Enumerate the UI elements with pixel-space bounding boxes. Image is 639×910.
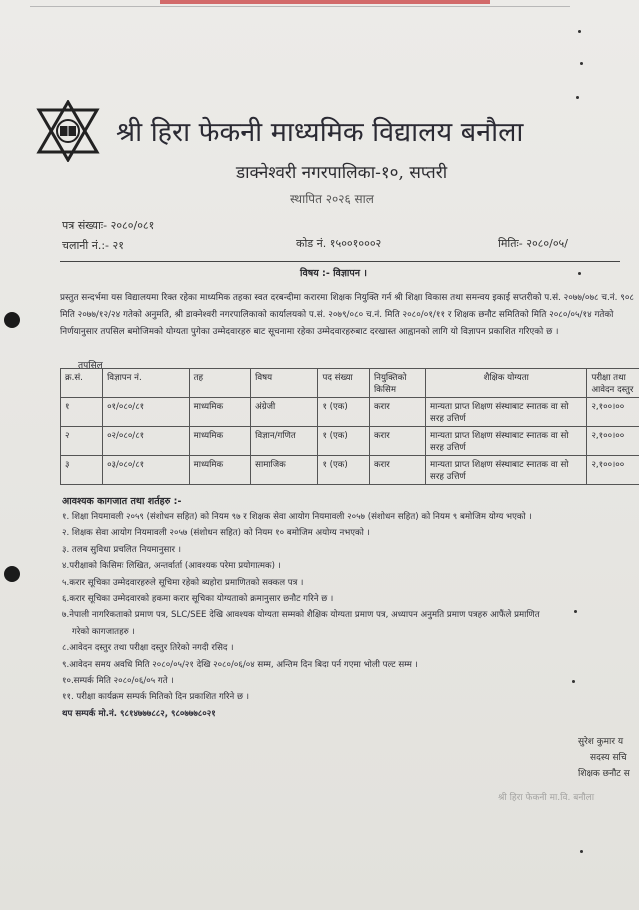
cell-fee: २,१००।०० bbox=[587, 427, 639, 456]
cell-fee: २,१००।०० bbox=[587, 456, 639, 485]
table-caption: तपसिल bbox=[78, 361, 103, 371]
contact-line: थप सम्पर्क मो.नं. ९८१४७७७८८२, ९८०७७७८०२१ bbox=[62, 708, 216, 719]
cell-level: माध्यमिक bbox=[189, 456, 251, 485]
table-row bbox=[61, 427, 639, 456]
punch-hole-icon bbox=[4, 312, 20, 328]
signatory-name: सुरेश कुमार य bbox=[578, 737, 624, 747]
header-cell-qualification: शैक्षिक योग्यता bbox=[426, 369, 587, 398]
signatory-role: सदस्य सचि bbox=[590, 753, 627, 763]
faded-stamp: श्री हिरा फेकनी मा.वि. बनौला bbox=[498, 793, 595, 803]
conditions-title: आवश्यक कागजात तथा शर्तहरु :- bbox=[62, 496, 182, 507]
speck bbox=[580, 850, 583, 853]
header-cell-ad-no: विज्ञापन नं. bbox=[103, 369, 190, 398]
header-cell-type: नियुक्तिको किसिम bbox=[369, 369, 425, 398]
header-cell-fee: परीक्षा तथा आवेदन दस्तुर bbox=[587, 369, 639, 398]
cell-ad-no: ०१/०८०/८१ bbox=[103, 398, 190, 427]
vacancy-table bbox=[60, 368, 639, 485]
cell-qualification: मान्यता प्राप्त शिक्षण संस्थाबाट स्नातक वा सो सरह उत्तिर्ण bbox=[426, 456, 587, 485]
signatory-committee: शिक्षक छनौट स bbox=[578, 769, 630, 779]
condition-item: ४.परीक्षाको किसिमः लिखित, अन्तर्वार्ता (आवश्यक परेमा प्रयोगात्मक) । bbox=[62, 561, 281, 572]
cell-sn: ३ bbox=[61, 456, 103, 485]
cell-sn: १ bbox=[61, 398, 103, 427]
cell-level: माध्यमिक bbox=[189, 427, 251, 456]
speck bbox=[576, 96, 579, 99]
school-star-emblem-icon bbox=[35, 100, 101, 162]
speck bbox=[578, 30, 581, 33]
school-name: श्री हिरा फेकनी माध्यमिक विद्यालय बनौला bbox=[116, 117, 524, 148]
cell-sn: २ bbox=[61, 427, 103, 456]
red-edge-strip bbox=[160, 0, 490, 4]
date-line: मितिः- २०८०/०५/ bbox=[498, 237, 568, 250]
header-cell-level: तह bbox=[189, 369, 251, 398]
cell-ad-no: ०३/०८०/८१ bbox=[103, 456, 190, 485]
subject-line: विषय :- विज्ञापन । bbox=[300, 268, 367, 279]
cell-type: करार bbox=[369, 456, 425, 485]
condition-item: ७.नेपाली नागरिकताको प्रमाण पत्र, SLC/SEE देखि आवश्यक योग्यता सम्मको शैक्षिक योग्यता प्रमाण पत्र, अध्यापन अनुमति प्रमाण पत्रहरु आफैंले प्रमाणित bbox=[62, 610, 540, 621]
cell-subject: अंग्रेजी bbox=[251, 398, 318, 427]
header-cell-subject: विषय bbox=[251, 369, 318, 398]
established-line: स्थापित २०२६ साल bbox=[290, 192, 374, 206]
conditions-list bbox=[62, 509, 639, 722]
cell-ad-no: ०२/०८०/८१ bbox=[103, 427, 190, 456]
condition-item: ११. परीक्षा कार्यक्रम सम्पर्क मितिको दिन प्रकाशित गरिने छ । bbox=[62, 692, 250, 703]
table-header-row bbox=[61, 369, 639, 398]
cell-posts: १ (एक) bbox=[318, 427, 370, 456]
condition-item: ८.आवेदन दस्तुर तथा परीक्षा दस्तुर तिरेको नगदी रसिद । bbox=[62, 643, 234, 654]
cell-qualification: मान्यता प्राप्त शिक्षण संस्थाबाट स्नातक वा सो सरह उत्तिर्ण bbox=[426, 398, 587, 427]
cell-type: करार bbox=[369, 398, 425, 427]
cell-subject: विज्ञान/गणित bbox=[251, 427, 318, 456]
top-rule bbox=[30, 6, 570, 7]
cell-subject: सामाजिक bbox=[251, 456, 318, 485]
municipality-line: डाक्नेश्वरी नगरपालिका-१०, सप्तरी bbox=[236, 163, 448, 183]
condition-item: ९.आवेदन समय अवधि मिति २०८०/०५/२१ देखि २०८०/०६/०४ सम्म, अन्तिम दिन बिदा पर्न गएमा भोली पल्ट सम्म । bbox=[62, 659, 418, 670]
table-row bbox=[61, 398, 639, 427]
header-cell-sn: क्र.सं. bbox=[61, 369, 103, 398]
header-divider bbox=[60, 261, 620, 262]
punch-hole-icon bbox=[4, 566, 20, 582]
speck bbox=[572, 680, 575, 683]
cell-qualification: मान्यता प्राप्त शिक्षण संस्थाबाट स्नातक वा सो सरह उत्तिर्ण bbox=[426, 427, 587, 456]
condition-item: ५.करार सूचिका उम्मेदवारहरुले सूचिमा रहेको ब्यहोरा प्रमाणितको सक्कल पत्र । bbox=[62, 577, 304, 588]
cell-posts: १ (एक) bbox=[318, 398, 370, 427]
table-row bbox=[61, 456, 639, 485]
speck bbox=[574, 610, 577, 613]
cell-fee: २,१००।०० bbox=[587, 398, 639, 427]
condition-item: गरेको कागजातहरु । bbox=[72, 626, 135, 637]
cell-posts: १ (एक) bbox=[318, 456, 370, 485]
letter-number: पत्र संख्याः- २०८०/०८१ bbox=[62, 219, 155, 232]
dispatch-number: चलानी नं.:- २१ bbox=[62, 239, 124, 252]
notice-body: प्रस्तुत सन्दर्भमा यस विद्यालयमा रिक्त रहेका माध्यमिक तहका स्वत दरबन्दीमा करारमा शिक्षक नियुक्ति गर्न श्री शिक्षा विकास तथा समन्वय इकाई सप्तरीको प.सं. २०७७/०७८ च.नं. ९०८ मिति २०७७/१२/२४ गतेको अनुमति, श्री डाक्नेश्वरी नगरपालिकाको कार्यालयको प.सं. २०७९/०८० च.नं. मिति २०८०/०१/११ र शिक्षक छनौट समितिको मिति २०८०/०५/१४ गतेको निर्णयानुसार तपसिल बमोजिमको योग्यता पुगेका उम्मेदवारहरु बाट सूचनामा रहेका उम्मेदवारहरुबाट दरखास्त आह्वानको लागि यो विज्ञापन प्रकाशित गरिएको छ । bbox=[60, 293, 634, 337]
condition-item: १०.सम्पर्क मिति २०८०/०६/०५ गते । bbox=[62, 676, 174, 687]
speck bbox=[578, 272, 581, 275]
condition-item: ६.करार सूचिका उम्मेदवारको हकमा करार सूचिका योग्यताको क्रमानुसार छनौट गरिने छ । bbox=[62, 594, 334, 605]
cell-type: करार bbox=[369, 427, 425, 456]
speck bbox=[580, 62, 583, 65]
condition-item: ३. तलब सुविधा प्रचलित नियमानुसार । bbox=[62, 544, 182, 555]
condition-item: १. शिक्षा नियमावली २०५९ (संशोधन सहित) को नियम ९७ र शिक्षक सेवा आयोग नियमावली २०५७ (संशोधन सहित) को नियम ९ बमोजिम योग्य भएको । bbox=[62, 512, 532, 522]
condition-item: २. शिक्षक सेवा आयोग नियमावली २०५७ (संशोधन सहित) को नियम १० बमोजिम अयोग्य नभएको । bbox=[62, 528, 370, 539]
header-cell-posts: पद संख्या bbox=[318, 369, 370, 398]
cell-level: माध्यमिक bbox=[189, 398, 251, 427]
code-number: कोड नं. १५००१०००२ bbox=[296, 237, 382, 250]
